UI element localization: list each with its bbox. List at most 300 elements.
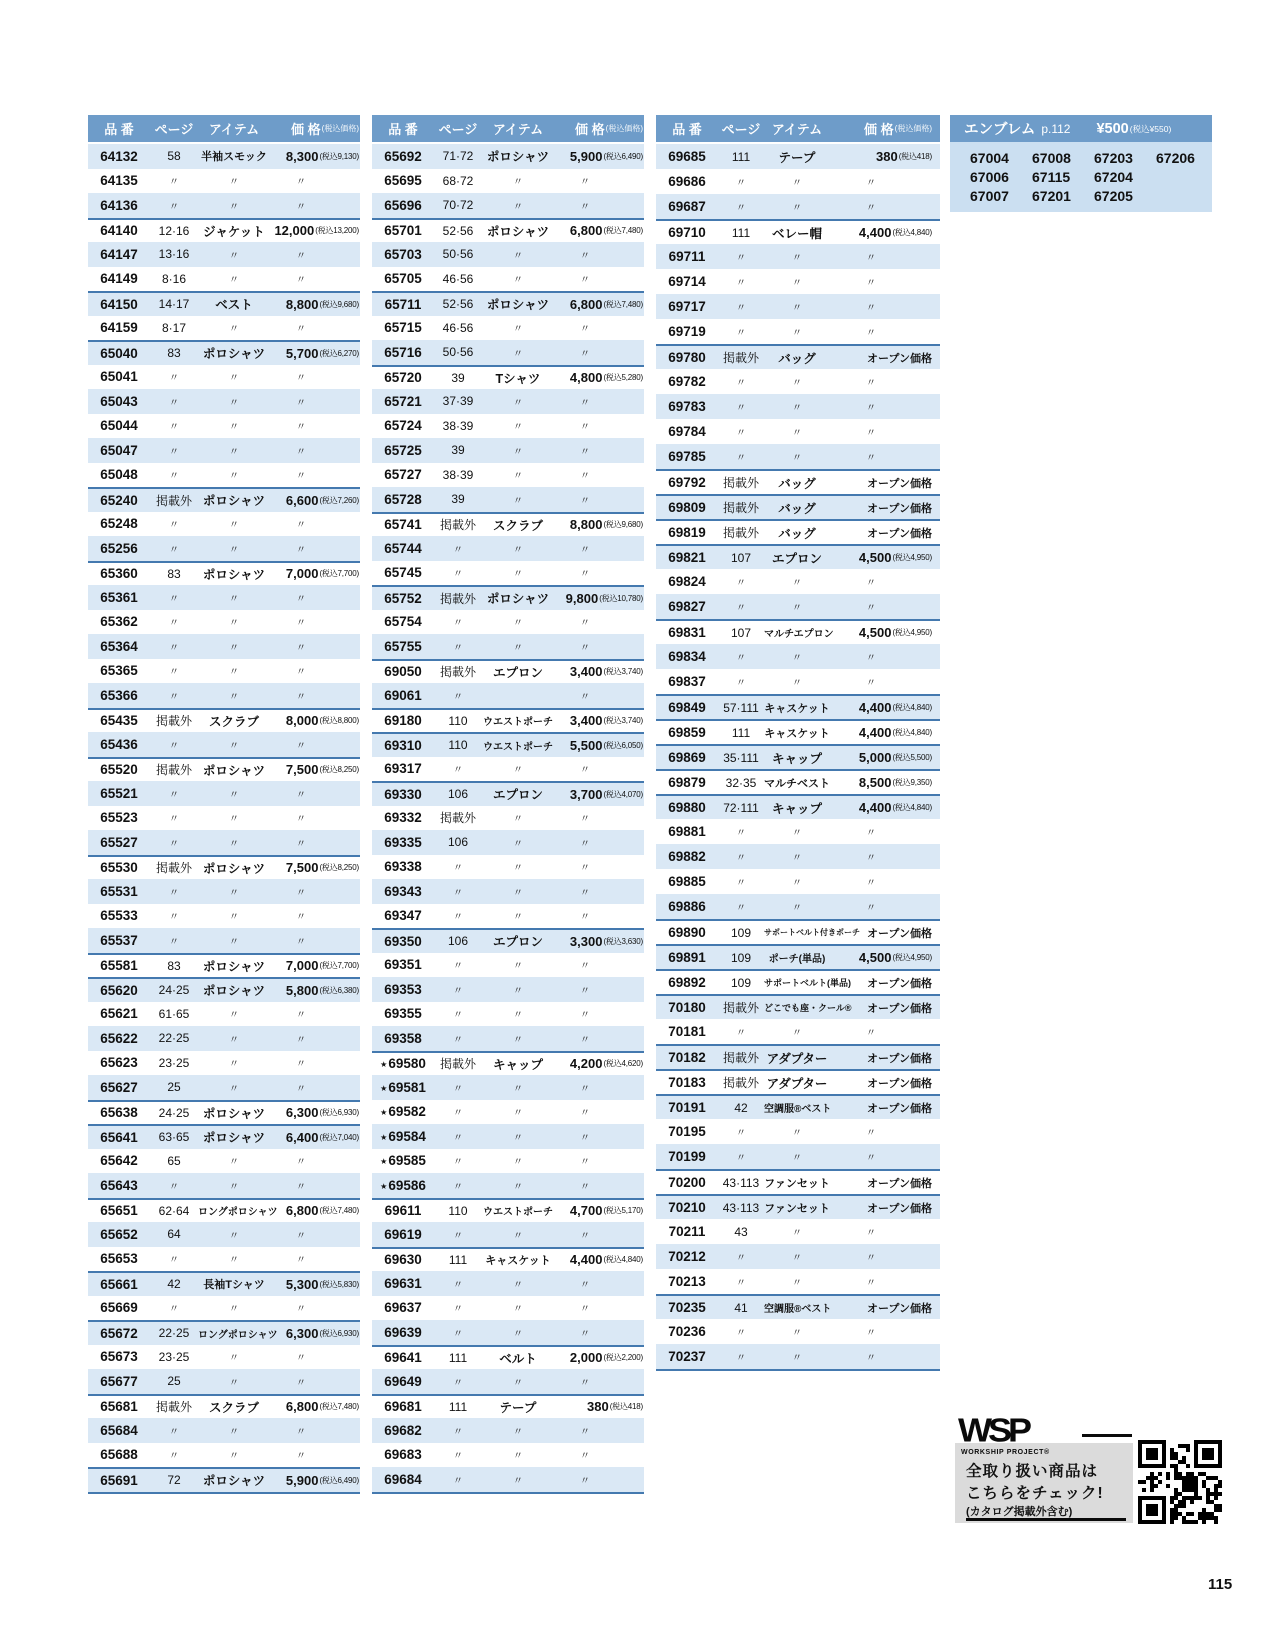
page-ref: 〃 (736, 1153, 746, 1164)
price: 〃 (296, 1353, 306, 1365)
table-body (372, 144, 644, 1494)
page-ref: 〃 (736, 403, 746, 414)
price: 〃 (580, 618, 590, 630)
price: 7,500 (税込8,250) (285, 860, 359, 876)
table-body (656, 144, 940, 1371)
product-code: 69859 (668, 725, 706, 740)
emblem-price: ¥500 (1096, 120, 1129, 137)
product-row (372, 365, 644, 390)
product-code: 70235 (668, 1300, 706, 1315)
product-row (372, 1124, 644, 1149)
col-header-page: ページ (154, 122, 194, 137)
item-name: 〃 (513, 985, 523, 997)
product-code: 69886 (668, 899, 706, 914)
emblem-code: 67204 (1094, 169, 1133, 185)
page-ref: 37·39 (442, 394, 474, 409)
item-name: 〃 (229, 373, 239, 385)
page-ref: 〃 (736, 653, 746, 664)
page-ref: 109 (730, 925, 752, 940)
price: オープン価格 (866, 927, 932, 940)
page-ref: 106 (447, 934, 469, 949)
product-row (656, 344, 940, 369)
item-name: 〃 (513, 348, 523, 360)
item-name: 〃 (229, 1181, 239, 1193)
page-ref: 〃 (736, 1128, 746, 1139)
product-code: 69831 (668, 625, 706, 640)
product-code: 69882 (668, 849, 706, 864)
product-row (372, 1075, 644, 1100)
item-name: 〃 (513, 887, 523, 899)
item-name: ポロシャツ (202, 494, 266, 509)
product-code: 65754 (384, 614, 422, 630)
product-row (88, 1296, 360, 1321)
price: 4,400 (税込4,840) (569, 1252, 643, 1268)
item-name: アダプター (766, 1076, 828, 1091)
price: 6,800 (税込7,480) (285, 1399, 359, 1415)
price: 7,000 (税込7,700) (285, 566, 359, 582)
item-name: スクラブ (492, 518, 543, 533)
item-name: ポロシャツ (202, 567, 266, 582)
page-ref: 〃 (453, 1328, 463, 1340)
price: 〃 (580, 1108, 590, 1120)
item-name: ポロシャツ (202, 984, 266, 999)
price: 5,700 (税込6,270) (285, 345, 359, 361)
product-row (372, 928, 644, 953)
product-code: 65692 (384, 148, 422, 164)
page-ref: 70·72 (442, 198, 474, 213)
item-name: エプロン (492, 788, 543, 803)
product-code: 65720 (384, 370, 422, 386)
page-ref: 8·16 (161, 271, 187, 286)
price: 〃 (296, 814, 306, 826)
page-ref: 111 (448, 1252, 468, 1267)
table-body (88, 144, 360, 1494)
price: 〃 (866, 853, 876, 864)
item-name: 〃 (229, 1230, 239, 1242)
item-name: キャスケット (764, 702, 830, 715)
price: 〃 (296, 936, 306, 948)
item-name: 〃 (792, 1253, 802, 1264)
page-ref: 〃 (169, 642, 179, 654)
page-ref: 32·35 (725, 775, 757, 790)
item-name: 〃 (513, 1083, 523, 1095)
product-row (656, 569, 940, 594)
product-row (656, 319, 940, 344)
product-row (656, 1069, 940, 1094)
product-code: 65638 (100, 1105, 138, 1121)
item-name: エプロン (492, 935, 543, 950)
item-name: マルチベスト (764, 777, 830, 790)
item-name: キャスケット (485, 1254, 551, 1267)
item-name: 〃 (229, 1451, 239, 1463)
price: 5,900 (税込6,490) (569, 148, 643, 164)
item-name: 〃 (792, 203, 802, 214)
product-code: 69687 (668, 199, 706, 214)
product-row (656, 269, 940, 294)
price: 9,800 (税込10,780) (565, 590, 643, 606)
product-row (656, 769, 940, 794)
page-ref: 106 (447, 835, 469, 850)
product-code: ★69582 (380, 1104, 426, 1120)
item-name: 〃 (229, 324, 239, 336)
product-code: 69347 (384, 908, 422, 924)
product-code: 65711 (384, 296, 422, 312)
product-row (656, 544, 940, 569)
item-name: 〃 (229, 740, 239, 752)
page-ref: 35·111 (723, 750, 759, 765)
product-code: 65627 (100, 1079, 138, 1095)
page-ref: 〃 (736, 1253, 746, 1264)
price: 〃 (580, 275, 590, 287)
page-ref: 111 (731, 725, 751, 740)
item-name: 〃 (229, 1304, 239, 1316)
item-name: 〃 (792, 1028, 802, 1039)
product-code: 69631 (384, 1275, 422, 1291)
product-code: 70213 (668, 1274, 706, 1289)
price: 〃 (866, 653, 876, 664)
product-row (656, 244, 940, 269)
item-name: 〃 (792, 1278, 802, 1289)
product-code: 69611 (384, 1203, 422, 1219)
product-code: 69824 (668, 574, 706, 589)
product-row (372, 1100, 644, 1125)
product-code: 69641 (384, 1350, 422, 1366)
product-row (372, 463, 644, 488)
product-code: 69338 (384, 859, 422, 875)
product-row (656, 1294, 940, 1319)
price-table-right (656, 115, 940, 1371)
product-code: 65435 (100, 713, 138, 729)
page-ref: 掲載外 (722, 1076, 759, 1090)
product-row (656, 919, 940, 944)
price: 〃 (580, 446, 590, 458)
item-name: 〃 (792, 428, 802, 439)
price: 12,000 (税込13,200) (274, 223, 359, 239)
page-ref: 〃 (169, 740, 179, 752)
product-code: 65530 (100, 860, 138, 876)
product-code: 69630 (384, 1252, 422, 1268)
product-row (372, 193, 644, 218)
page-ref: 111 (731, 149, 751, 164)
item-name: バッグ (778, 476, 816, 491)
product-code: 64150 (100, 296, 138, 312)
page-ref: 〃 (169, 397, 179, 409)
product-code: 65724 (384, 418, 422, 434)
page-ref: 50·56 (442, 247, 474, 262)
item-name: 〃 (513, 1034, 523, 1046)
price: 〃 (296, 887, 306, 899)
product-row (372, 855, 644, 880)
product-row (372, 267, 644, 292)
item-name: エプロン (492, 665, 543, 680)
wsp-logo-rule (1082, 1434, 1132, 1437)
product-code: 69686 (668, 174, 706, 189)
price: 〃 (580, 250, 590, 262)
product-row (88, 1320, 360, 1345)
price: 〃 (580, 642, 590, 654)
product-code: 69353 (384, 981, 422, 997)
price: 〃 (580, 1083, 590, 1095)
product-row (372, 1222, 644, 1247)
product-code: 69784 (668, 424, 706, 439)
item-name: ポーチ(単品) (768, 954, 826, 965)
item-name: 〃 (792, 1128, 802, 1139)
price: 〃 (866, 303, 876, 314)
page-ref: 42 (167, 1277, 181, 1292)
page-ref: 〃 (453, 1157, 463, 1169)
page-ref: 〃 (169, 1451, 179, 1463)
item-name: 〃 (513, 1377, 523, 1389)
product-code: 65527 (100, 834, 138, 850)
product-row (88, 1271, 360, 1296)
product-row (88, 708, 360, 733)
item-name: 〃 (792, 1153, 802, 1164)
product-row (88, 536, 360, 561)
item-name: ファンセット (764, 1177, 830, 1190)
product-row (88, 463, 360, 488)
product-row (372, 732, 644, 757)
price: 7,500 (税込8,250) (285, 762, 359, 778)
product-row (88, 1075, 360, 1100)
item-name: 〃 (229, 1353, 239, 1365)
item-name: どこでも座・クール® (764, 1003, 852, 1013)
price: 〃 (580, 1034, 590, 1046)
price: 4,200 (税込4,620) (569, 1056, 643, 1072)
page-ref: 掲載外 (439, 1057, 476, 1072)
product-row (656, 944, 940, 969)
page-ref: 41 (734, 1300, 748, 1315)
star-icon: ★ (380, 1083, 388, 1093)
item-name: 〃 (513, 642, 523, 654)
page-ref: 〃 (169, 1304, 179, 1316)
page-ref: 23·25 (158, 1055, 190, 1070)
product-code: 65653 (100, 1251, 138, 1267)
price: 〃 (296, 397, 306, 409)
page-ref: 掲載外 (439, 518, 476, 533)
product-code: 69350 (384, 933, 422, 949)
product-code: 69890 (668, 925, 706, 940)
page-ref: 掲載外 (439, 811, 476, 826)
price: 8,300 (税込9,130) (285, 148, 359, 164)
product-code: 69317 (384, 761, 422, 777)
item-name: 〃 (229, 422, 239, 434)
page-ref: 〃 (453, 1132, 463, 1144)
product-code: 69711 (668, 249, 706, 264)
item-name: 〃 (229, 544, 239, 556)
page-ref: 〃 (736, 178, 746, 189)
item-name: 〃 (513, 1304, 523, 1316)
page-ref: 〃 (453, 1010, 463, 1022)
product-row (372, 561, 644, 586)
product-code: 69685 (668, 149, 706, 164)
price: 〃 (866, 1253, 876, 1264)
product-row (656, 394, 940, 419)
page-ref: 掲載外 (722, 476, 759, 490)
price: 〃 (866, 428, 876, 439)
price: 6,300 (税込6,930) (285, 1105, 359, 1121)
price: 〃 (580, 177, 590, 189)
product-row (372, 1247, 644, 1272)
product-code: 69827 (668, 599, 706, 614)
price: 〃 (296, 1034, 306, 1046)
price: 〃 (296, 520, 306, 532)
product-code: 64159 (100, 320, 138, 336)
price: オープン価格 (866, 1077, 932, 1090)
product-code: 70195 (668, 1124, 706, 1139)
product-code: 69649 (384, 1373, 422, 1389)
page-ref: 〃 (169, 471, 179, 483)
item-name: 〃 (792, 378, 802, 389)
col-header-price (830, 119, 940, 138)
price: 380 (税込418) (587, 1399, 643, 1415)
price-header-label: 価 格 (575, 122, 605, 137)
product-code: 69681 (384, 1399, 422, 1415)
item-name: 〃 (792, 278, 802, 289)
price: 〃 (580, 1132, 590, 1144)
item-name: 〃 (513, 1230, 523, 1242)
price: 〃 (866, 178, 876, 189)
page-ref: 25 (167, 1374, 181, 1389)
item-name: 〃 (229, 471, 239, 483)
page-ref: 〃 (453, 1304, 463, 1316)
product-row (656, 369, 940, 394)
product-row (88, 1443, 360, 1468)
item-name: 〃 (513, 1279, 523, 1291)
item-name: 〃 (229, 618, 239, 630)
page-ref: 掲載外 (439, 591, 476, 606)
page-number: 115 (1208, 1576, 1233, 1593)
item-name: 〃 (229, 1059, 239, 1071)
product-code: 65523 (100, 810, 138, 826)
price: 〃 (580, 569, 590, 581)
product-code: 69351 (384, 957, 422, 973)
item-name: キャップ (771, 801, 822, 816)
page-ref: 83 (167, 566, 181, 581)
price: 〃 (296, 1157, 306, 1169)
col-header-item: アイテム (771, 122, 823, 137)
product-code: 69834 (668, 649, 706, 664)
page-ref: 掲載外 (155, 493, 192, 508)
product-code: 65745 (384, 565, 422, 581)
page-ref: 掲載外 (722, 1001, 759, 1015)
price: 〃 (580, 814, 590, 826)
product-code: 69050 (384, 664, 422, 680)
item-name: 〃 (513, 569, 523, 581)
emblem-code: 67004 (970, 150, 1009, 166)
product-row (656, 1169, 940, 1194)
product-code: 69180 (384, 713, 422, 729)
product-row (88, 1026, 360, 1051)
product-row (372, 1198, 644, 1223)
item-name: 〃 (229, 814, 239, 826)
product-row (372, 242, 644, 267)
price: 7,000 (税込7,700) (285, 958, 359, 974)
product-row (88, 585, 360, 610)
item-name: ウエストポーチ (483, 1207, 553, 1219)
product-row (372, 1271, 644, 1296)
item-name: 〃 (513, 177, 523, 189)
page-ref: 〃 (169, 446, 179, 458)
page-ref: 〃 (736, 428, 746, 439)
item-name: エプロン (771, 551, 822, 566)
price: 6,800 (税込7,480) (569, 223, 643, 239)
product-code: 64136 (100, 197, 138, 213)
price: 〃 (866, 678, 876, 689)
product-code: 65752 (384, 590, 422, 606)
item-name: 〃 (513, 544, 523, 556)
item-name: キャップ (492, 1057, 543, 1072)
product-code: 65240 (100, 492, 138, 508)
product-row (372, 683, 644, 708)
page-ref: 〃 (169, 887, 179, 899)
page-ref: 〃 (453, 642, 463, 654)
item-name: Tシャツ (495, 371, 541, 386)
price: 5,500 (税込6,050) (569, 737, 643, 753)
product-row (88, 340, 360, 365)
page-ref: 52·56 (442, 297, 474, 312)
emblem-code: 67203 (1094, 150, 1133, 166)
item-name: 〃 (513, 838, 523, 850)
item-name: 〃 (229, 1010, 239, 1022)
page-ref: 64 (167, 1227, 181, 1242)
price: 〃 (866, 903, 876, 914)
price: 〃 (580, 201, 590, 213)
page-ref: 〃 (453, 985, 463, 997)
price: 〃 (866, 828, 876, 839)
page-ref: 〃 (736, 878, 746, 889)
price: 6,400 (税込7,040) (285, 1129, 359, 1145)
price: 〃 (296, 1377, 306, 1389)
wsp-logo: WSP (958, 1411, 1029, 1449)
product-code: 65620 (100, 982, 138, 998)
page-ref: 〃 (453, 1181, 463, 1193)
page-ref: 〃 (169, 201, 179, 213)
price-header-label: 価 格 (864, 122, 894, 137)
product-code: 65043 (100, 393, 138, 409)
item-name: アダプター (766, 1051, 828, 1066)
price: 〃 (296, 1181, 306, 1193)
item-name: ベスト (215, 298, 253, 313)
product-code: 69061 (384, 687, 422, 703)
price: 〃 (296, 471, 306, 483)
item-name: テープ (778, 150, 816, 165)
col-header-page: ページ (721, 122, 761, 137)
page-ref: 43·113 (722, 1175, 760, 1190)
price: 〃 (296, 1255, 306, 1267)
product-row (656, 494, 940, 519)
product-row (88, 1418, 360, 1443)
item-name: ポロシャツ (202, 763, 266, 778)
page-ref: 111 (448, 1350, 468, 1365)
price: 〃 (580, 863, 590, 875)
page-ref: 〃 (453, 544, 463, 556)
product-row (656, 469, 940, 494)
product-code: 69684 (384, 1471, 422, 1487)
product-code: 65641 (100, 1129, 138, 1145)
page-ref: 掲載外 (722, 501, 759, 515)
product-row (88, 1124, 360, 1149)
product-code: 65047 (100, 442, 138, 458)
price: 〃 (296, 1010, 306, 1022)
col-header-page: ページ (438, 122, 478, 137)
price: 〃 (296, 740, 306, 752)
emblem-header (950, 115, 1212, 142)
page-ref: 〃 (736, 603, 746, 614)
product-row (656, 1244, 940, 1269)
item-name: 〃 (513, 1328, 523, 1340)
page-ref: 〃 (453, 1451, 463, 1463)
wsp-underline (966, 1518, 1126, 1521)
